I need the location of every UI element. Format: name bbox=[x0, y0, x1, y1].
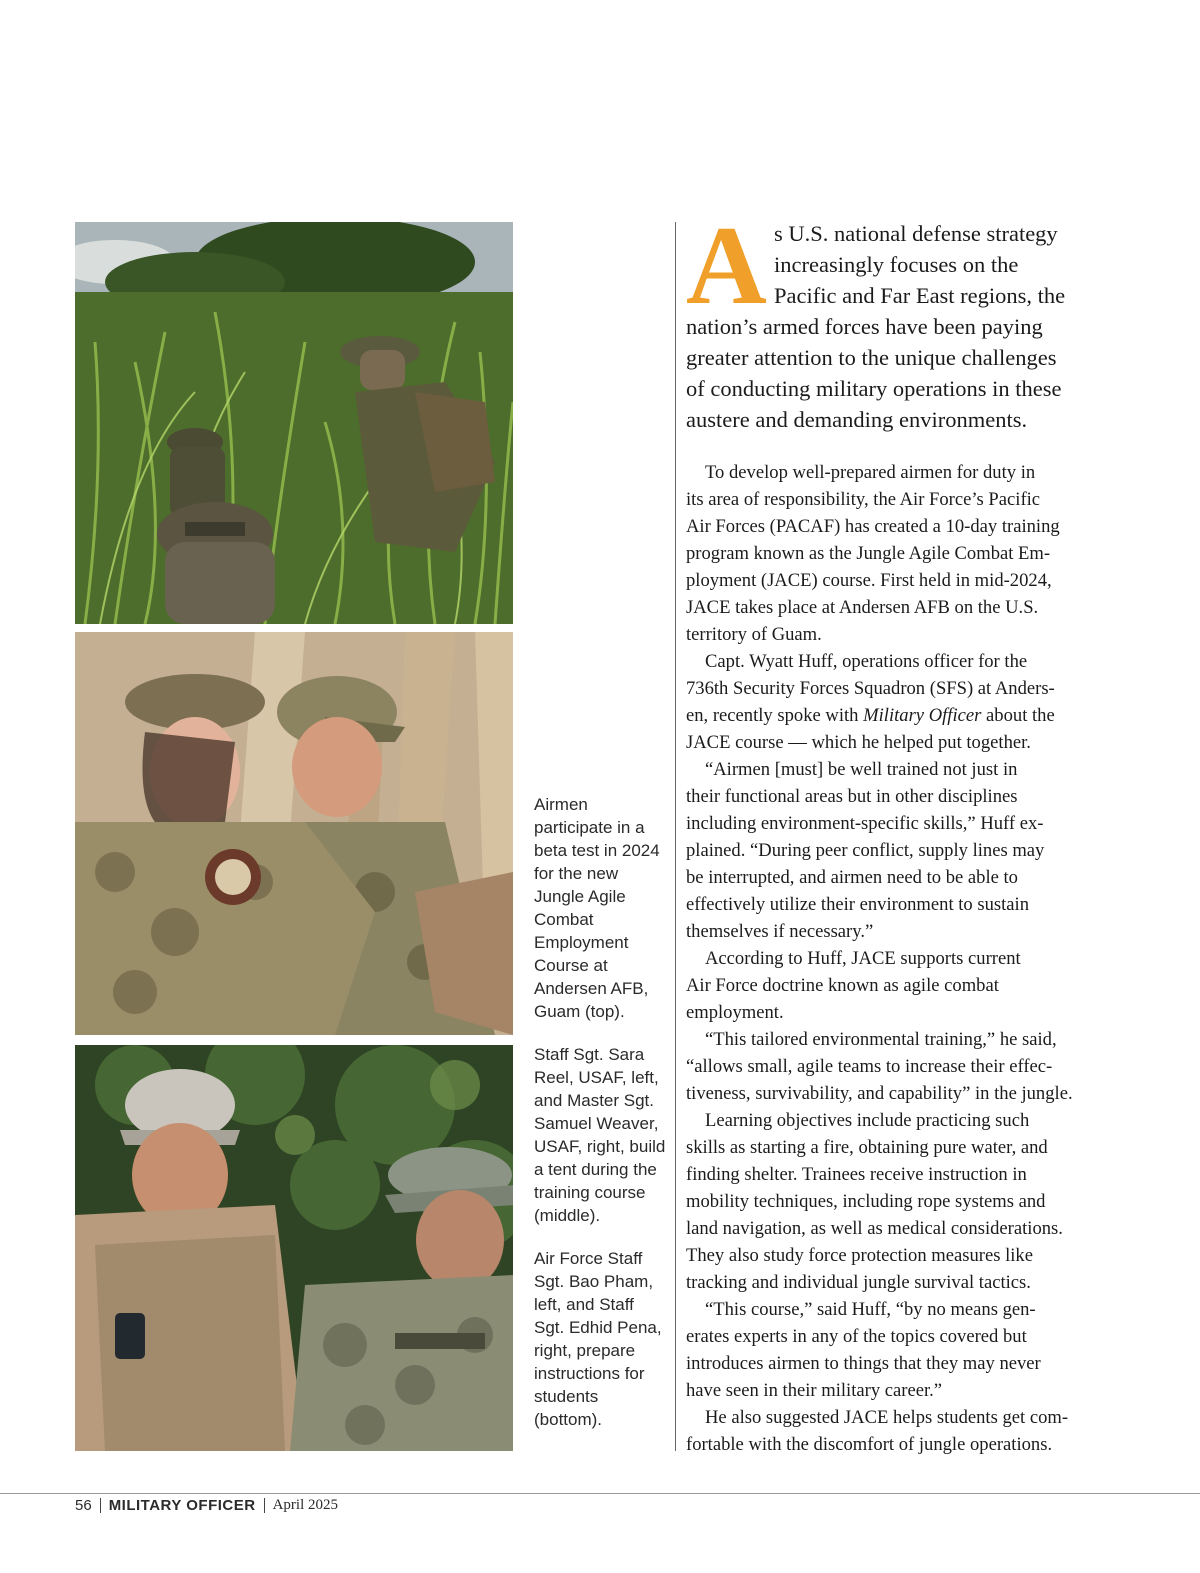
photo-airmen-preparing-instructions bbox=[75, 1045, 513, 1451]
photo-airmen-building-tent bbox=[75, 632, 513, 1035]
body-line: JACE takes place at Andersen AFB on the U.S. bbox=[686, 597, 1039, 618]
magazine-title-italic: Military Officer bbox=[863, 705, 982, 726]
body-line: “Airmen [must] be well trained not just in bbox=[705, 759, 1018, 780]
footer-rule bbox=[0, 1493, 1200, 1494]
body-line: introduces airmen to things that they may never bbox=[686, 1353, 1041, 1374]
body-line: plained. “During peer conflict, supply lines may bbox=[686, 840, 1045, 861]
body-line: themselves if necessary.” bbox=[686, 921, 874, 942]
body-line: mobility techniques, including rope systems and bbox=[686, 1191, 1046, 1212]
lede-line: Pacific and Far East regions, the bbox=[774, 283, 1066, 308]
footer-divider bbox=[264, 1498, 265, 1513]
body-text-segment: about the bbox=[986, 705, 1055, 726]
body-line: employment. bbox=[686, 1002, 784, 1023]
body-line: their functional areas but in other disciplines bbox=[686, 786, 1018, 807]
body-line: Learning objectives include practicing such bbox=[705, 1110, 1030, 1131]
lede-line: of conducting military operations in these bbox=[686, 376, 1062, 401]
body-line: “This course,” said Huff, “by no means gen- bbox=[705, 1299, 1036, 1320]
caption-top: Airmen participate in a beta test in 2024 for the new Jungle Agile Combat Employment Course at Andersen AFB, Guam (top). bbox=[534, 795, 660, 1021]
lede-line: increasingly focuses on the bbox=[774, 252, 1019, 277]
body-line-with-italic bbox=[686, 702, 1126, 729]
body-line: erates experts in any of the topics covered but bbox=[686, 1326, 1027, 1347]
article-lede bbox=[686, 204, 1126, 435]
body-line: “allows small, agile teams to increase their effec- bbox=[686, 1056, 1053, 1077]
lede-line: nation’s armed forces have been paying bbox=[686, 314, 1043, 339]
body-line: 736th Security Forces Squadron (SFS) at Anders- bbox=[686, 678, 1055, 699]
body-line: tracking and individual jungle survival tactics. bbox=[686, 1272, 1031, 1293]
body-line: Air Forces (PACAF) has created a 10-day training bbox=[686, 516, 1060, 537]
page-number: 56 bbox=[75, 1497, 92, 1514]
body-line: its area of responsibility, the Air Force’s Pacific bbox=[686, 489, 1041, 510]
body-line: effectively utilize their environment to sustain bbox=[686, 894, 1030, 915]
body-line: territory of Guam. bbox=[686, 624, 822, 645]
body-text-segment: en, recently spoke with bbox=[686, 705, 859, 726]
body-line: To develop well-prepared airmen for duty in bbox=[705, 462, 1036, 483]
body-line: land navigation, as well as medical considerations. bbox=[686, 1218, 1063, 1239]
caption-bottom: Air Force Staff Sgt. Bao Pham, left, and Staff Sgt. Edhid Pena, right, prepare instructions for students (bottom). bbox=[534, 1249, 662, 1429]
lede-line: austere and demanding environments. bbox=[686, 407, 1028, 432]
body-line: finding shelter. Trainees receive instruction in bbox=[686, 1164, 1027, 1185]
lede-line: greater attention to the unique challenges bbox=[686, 345, 1057, 370]
photo-captions bbox=[534, 793, 666, 1451]
body-line: including environment-specific skills,” Huff ex- bbox=[686, 813, 1044, 834]
issue-date: April 2025 bbox=[272, 1497, 338, 1513]
body-line: According to Huff, JACE supports current bbox=[705, 948, 1021, 969]
body-line: ployment (JACE) course. First held in mid-2024, bbox=[686, 570, 1052, 591]
page-footer bbox=[75, 1497, 338, 1514]
lede-line: s U.S. national defense strategy bbox=[774, 221, 1058, 246]
caption-middle: Staff Sgt. Sara Reel, USAF, left, and Master Sgt. Samuel Weaver, USAF, right, build a tent during the training course (middle). bbox=[534, 1045, 666, 1225]
body-line: have seen in their military career.” bbox=[686, 1380, 943, 1401]
body-line: skills as starting a fire, obtaining pure water, and bbox=[686, 1137, 1048, 1158]
photo-airmen-in-tall-grass bbox=[75, 222, 513, 624]
body-line: He also suggested JACE helps students get com- bbox=[705, 1407, 1069, 1428]
body-line: tiveness, survivability, and capability” in the jungle. bbox=[686, 1083, 1073, 1104]
body-line: They also study force protection measures like bbox=[686, 1245, 1033, 1266]
drop-cap: A bbox=[686, 204, 767, 328]
column-divider bbox=[675, 222, 676, 1451]
body-line: “This tailored environmental training,” he said, bbox=[705, 1029, 1057, 1050]
body-line: fortable with the discomfort of jungle operations. bbox=[686, 1434, 1053, 1455]
body-line: program known as the Jungle Agile Combat Em- bbox=[686, 543, 1051, 564]
body-line: Air Force doctrine known as agile combat bbox=[686, 975, 999, 996]
body-line: Capt. Wyatt Huff, operations officer for the bbox=[705, 651, 1028, 672]
footer-divider bbox=[100, 1498, 101, 1513]
article-body bbox=[686, 459, 1126, 1458]
magazine-name: MILITARY OFFICER bbox=[108, 1497, 256, 1514]
body-line: be interrupted, and airmen need to be able to bbox=[686, 867, 1018, 888]
body-line: JACE course — which he helped put together. bbox=[686, 732, 1031, 753]
